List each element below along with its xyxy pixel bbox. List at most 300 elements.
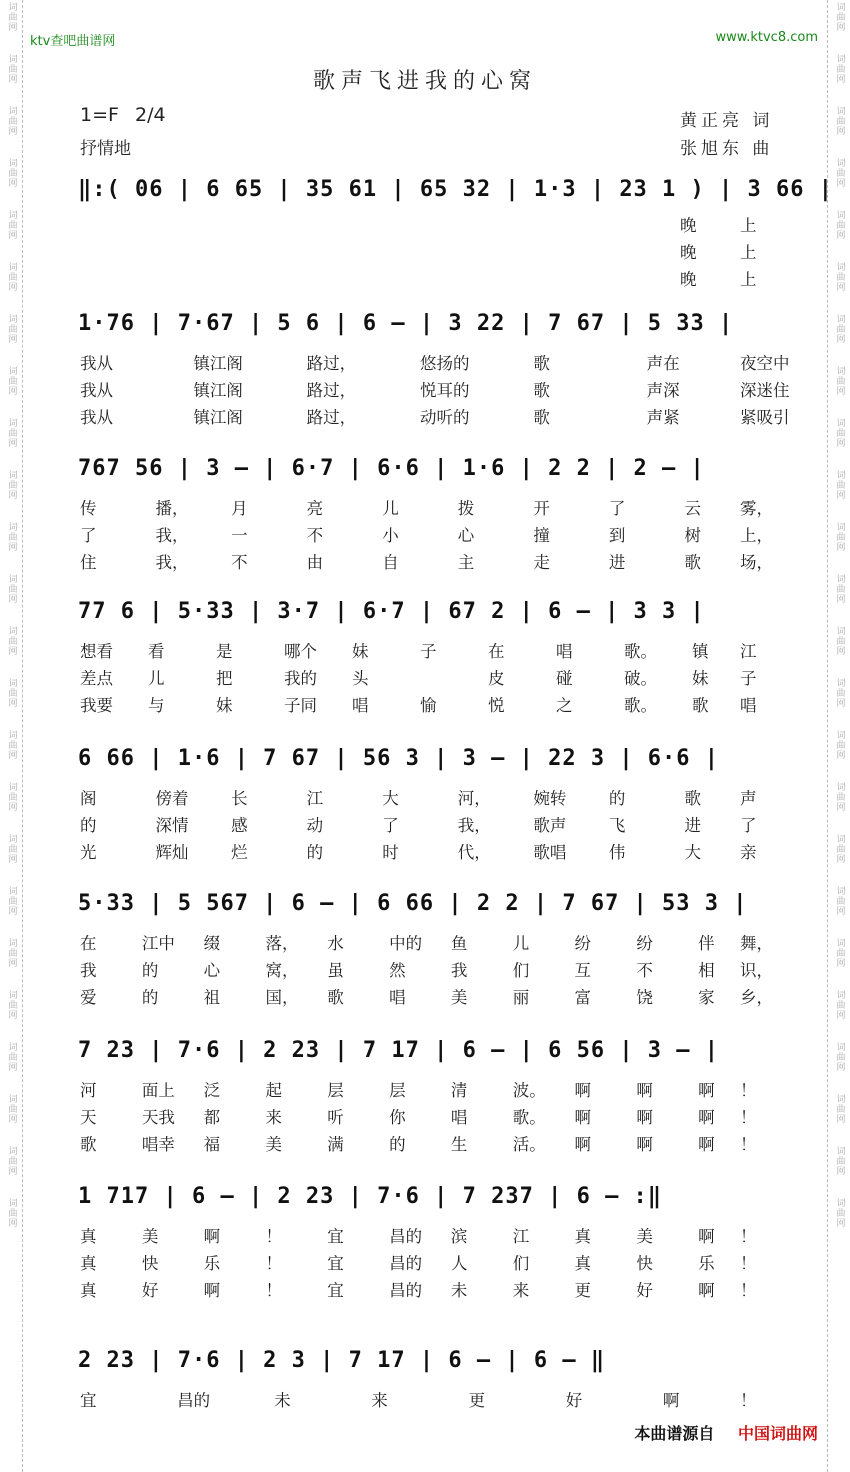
lyric-word: 的 bbox=[389, 1135, 406, 1154]
lyric-verse-1 bbox=[80, 350, 790, 374]
lyric-word: 唱 bbox=[740, 696, 757, 715]
watermark-text: 词曲网 bbox=[6, 886, 17, 916]
lyric-word: 的 bbox=[80, 816, 97, 835]
lyric-word: 动 bbox=[306, 816, 324, 835]
lyric-verse-2 bbox=[80, 239, 780, 263]
lyric-word: 镇 bbox=[692, 642, 709, 661]
lyric-word: 宜 bbox=[327, 1281, 344, 1300]
lyric-word: 相 bbox=[698, 961, 715, 980]
lyric-word: 虽 bbox=[327, 961, 344, 980]
lyric-word: 层 bbox=[327, 1081, 344, 1100]
lyric-word: 都 bbox=[203, 1108, 221, 1127]
watermark-text: 词曲网 bbox=[834, 678, 845, 708]
key: 1=F bbox=[80, 104, 119, 126]
lyric-word: 上 bbox=[740, 216, 757, 235]
lyric-word: 晚 bbox=[680, 216, 697, 235]
lyric-word: 辉灿 bbox=[155, 843, 189, 862]
lyric-word: 儿 bbox=[512, 934, 530, 953]
lyric-word: ！ bbox=[740, 1281, 757, 1300]
lyric-word: 江 bbox=[740, 642, 757, 661]
lyric-word: 镇江阁 bbox=[193, 381, 243, 400]
lyric-word: 光 bbox=[80, 843, 97, 862]
lyric-word: 撞 bbox=[533, 526, 550, 545]
lyric-word: 进 bbox=[684, 816, 701, 835]
lyric-word: 天 bbox=[80, 1108, 97, 1127]
lyric-word: 在 bbox=[488, 642, 505, 661]
lyric-word: 歌 bbox=[80, 1135, 97, 1154]
lyric-word: 唱 bbox=[389, 988, 406, 1007]
lyric-word: 歌 bbox=[692, 696, 709, 715]
lyric-word: 悠扬的 bbox=[420, 354, 470, 373]
lyric-word: 美 bbox=[141, 1227, 159, 1246]
lyric-word: 伴 bbox=[698, 934, 715, 953]
lyric-word: 来 bbox=[371, 1391, 388, 1410]
watermark-text: 词曲网 bbox=[834, 2, 845, 32]
lyric-word: 主 bbox=[457, 553, 475, 572]
lyric-word: ！ bbox=[265, 1227, 282, 1246]
lyric-word: 歌。 bbox=[624, 696, 657, 715]
lyric-word: 波。 bbox=[512, 1081, 546, 1100]
lyric-word: 傍着 bbox=[155, 789, 189, 808]
lyric-word: 好 bbox=[636, 1281, 653, 1300]
lyric-word: 进 bbox=[608, 553, 626, 572]
lyric-word: 一 bbox=[231, 526, 248, 545]
lyric-word: 婉转 bbox=[533, 789, 567, 808]
source-label: 本曲谱源自 bbox=[634, 1424, 715, 1443]
lyric-word: 昌的 bbox=[177, 1391, 211, 1410]
lyric-word: 美 bbox=[450, 988, 468, 1007]
lyric-word: 亲 bbox=[740, 843, 757, 862]
lyric-word: 满 bbox=[327, 1135, 344, 1154]
source-credit bbox=[634, 1421, 818, 1444]
lyric-word: 滨 bbox=[450, 1227, 468, 1246]
lyric-word: 镇江阁 bbox=[193, 354, 243, 373]
lyric-word: 未 bbox=[274, 1391, 291, 1410]
lyric-word: 未 bbox=[450, 1281, 468, 1300]
lyric-word: 啊 bbox=[698, 1108, 715, 1127]
lyric-word: 河， bbox=[457, 789, 491, 808]
lyric-word: 更 bbox=[468, 1391, 486, 1410]
watermark-text: 词曲网 bbox=[834, 782, 845, 812]
lyric-word: 来 bbox=[265, 1108, 282, 1127]
lyric-word: 大 bbox=[382, 789, 399, 808]
lyric-word: 福 bbox=[203, 1135, 221, 1154]
lyric-word: 不 bbox=[306, 526, 324, 545]
lyric-word: 我， bbox=[155, 526, 189, 545]
lyric-word: 宜 bbox=[80, 1391, 97, 1410]
lyric-word: 声紧 bbox=[646, 408, 680, 427]
watermark-text: 词曲网 bbox=[6, 1146, 17, 1176]
lyric-word: ！ bbox=[740, 1254, 757, 1273]
lyric-word: 乡， bbox=[740, 988, 773, 1007]
jianpu-notes: 5·33 | 5 567 | 6 — | 6 66 | 2 2 | 7 67 | 53 3 | bbox=[78, 891, 748, 916]
lyric-word: 亮 bbox=[306, 499, 324, 518]
lyric-word: 歌 bbox=[533, 408, 550, 427]
lyric-word: 歌。 bbox=[512, 1108, 546, 1127]
lyric-word: 歌 bbox=[684, 789, 701, 808]
lyric-word: 紧吸引 bbox=[740, 408, 790, 427]
watermark-text: 词曲网 bbox=[834, 574, 845, 604]
lyric-verse-3 bbox=[80, 549, 780, 573]
watermark-text: 词曲网 bbox=[834, 834, 845, 864]
watermark-text: 词曲网 bbox=[6, 678, 17, 708]
lyric-word: 识， bbox=[740, 961, 773, 980]
lyric-word: 昌的 bbox=[389, 1281, 423, 1300]
lyric-word: 我， bbox=[155, 553, 189, 572]
lyric-word: 镇江阁 bbox=[193, 408, 243, 427]
notation-line bbox=[78, 1183, 784, 1215]
lyric-word: 晚 bbox=[680, 243, 697, 262]
lyric-word: 歌 bbox=[533, 381, 550, 400]
watermark-text: 词曲网 bbox=[834, 106, 845, 136]
watermark-text: 词曲网 bbox=[834, 626, 845, 656]
watermark-text: 词曲网 bbox=[6, 782, 17, 812]
lyric-word: 代， bbox=[457, 843, 491, 862]
lyric-word: 层 bbox=[389, 1081, 406, 1100]
lyric-word: 雾， bbox=[740, 499, 773, 518]
lyric-word: 头 bbox=[352, 669, 369, 688]
lyric-word: 泛 bbox=[203, 1081, 221, 1100]
lyric-word: 悦 bbox=[488, 696, 505, 715]
lyric-verse-1 bbox=[80, 1223, 780, 1247]
watermark-text: 词曲网 bbox=[834, 730, 845, 760]
lyric-word: 真 bbox=[80, 1281, 97, 1300]
lyric-word: 歌 bbox=[327, 988, 344, 1007]
lyric-word: 了 bbox=[382, 816, 399, 835]
lyric-word: 儿 bbox=[148, 669, 165, 688]
lyric-word: 妹 bbox=[216, 696, 233, 715]
lyric-verse-2 bbox=[80, 812, 780, 836]
lyric-word: 啊 bbox=[203, 1227, 221, 1246]
watermark-text: 词曲网 bbox=[6, 418, 17, 448]
lyric-word: 更 bbox=[574, 1281, 592, 1300]
lyric-verse-1 bbox=[80, 212, 780, 236]
lyric-word: 宜 bbox=[327, 1227, 344, 1246]
lyric-word: 不 bbox=[231, 553, 248, 572]
lyric-word: 路过， bbox=[306, 354, 357, 373]
lyric-word: 祖 bbox=[203, 988, 221, 1007]
lyric-word: 飞 bbox=[608, 816, 626, 835]
lyric-word: 家 bbox=[698, 988, 715, 1007]
notation-line bbox=[78, 176, 833, 208]
lyric-word: 声 bbox=[740, 789, 757, 808]
lyric-word: 缀 bbox=[203, 934, 221, 953]
lyric-word: 皮 bbox=[488, 669, 505, 688]
jianpu-notes: 7 23 | 7·6 | 2 23 | 7 17 | 6 — | 6 56 | 3 — | bbox=[78, 1038, 720, 1063]
lyric-word: 了 bbox=[740, 816, 757, 835]
lyric-word: 大 bbox=[684, 843, 701, 862]
lyric-word: 乐 bbox=[203, 1254, 221, 1273]
right-watermark-strip bbox=[827, 0, 850, 1472]
lyric-word: 美 bbox=[636, 1227, 653, 1246]
lyric-word: 歌声 bbox=[533, 816, 567, 835]
lyric-word: 互 bbox=[574, 961, 592, 980]
lyric-word: 差点 bbox=[80, 669, 113, 688]
lyric-word: 时 bbox=[382, 843, 399, 862]
lyric-word: 声深 bbox=[646, 381, 680, 400]
lyric-word: 长 bbox=[231, 789, 248, 808]
lyric-verse-1 bbox=[80, 638, 780, 662]
jianpu-notes: 6 66 | 1·6 | 7 67 | 56 3 | 3 — | 22 3 | 6·6 | bbox=[78, 746, 720, 771]
lyric-word: 到 bbox=[608, 526, 626, 545]
lyric-verse-1 bbox=[80, 930, 780, 954]
notation-line bbox=[78, 1347, 784, 1379]
lyric-word: 生 bbox=[450, 1135, 468, 1154]
lyric-word: 的 bbox=[141, 961, 159, 980]
lyric-word: 活。 bbox=[512, 1135, 546, 1154]
notation-line bbox=[78, 598, 784, 630]
lyric-word: 听 bbox=[327, 1108, 344, 1127]
lyric-word: 儿 bbox=[382, 499, 399, 518]
lyric-word: 啊 bbox=[574, 1135, 592, 1154]
lyric-verse-2 bbox=[80, 1250, 780, 1274]
lyric-verse-1 bbox=[80, 1077, 780, 1101]
lyric-word: 人 bbox=[450, 1254, 468, 1273]
lyric-word: 把 bbox=[216, 669, 233, 688]
watermark-text: 词曲网 bbox=[6, 1198, 17, 1228]
watermark-text: 词曲网 bbox=[6, 314, 17, 344]
lyric-word: 我， bbox=[457, 816, 491, 835]
lyric-word: 我从 bbox=[80, 354, 113, 373]
lyric-word: 之 bbox=[556, 696, 573, 715]
lyric-word: 丽 bbox=[512, 988, 530, 1007]
lyric-word: 你 bbox=[389, 1108, 406, 1127]
lyric-word: 昌的 bbox=[389, 1254, 423, 1273]
lyric-word: 夜空中 bbox=[740, 354, 790, 373]
lyric-word: 上 bbox=[740, 270, 757, 289]
lyric-word: 哪个 bbox=[284, 642, 317, 661]
tempo-mood: 抒情地 bbox=[80, 139, 131, 159]
watermark-text: 词曲网 bbox=[834, 314, 845, 344]
lyric-word: 由 bbox=[306, 553, 324, 572]
lyric-word: 水 bbox=[327, 934, 344, 953]
notation-line bbox=[78, 455, 784, 487]
lyric-word: 河 bbox=[80, 1081, 97, 1100]
lyric-word: 上 bbox=[740, 243, 757, 262]
lyric-word: 天我 bbox=[141, 1108, 175, 1127]
lyric-word: 了 bbox=[80, 526, 97, 545]
lyric-word: 上， bbox=[740, 526, 773, 545]
lyric-word: 了 bbox=[608, 499, 626, 518]
lyric-word: 啊 bbox=[698, 1135, 715, 1154]
lyric-word: 起 bbox=[265, 1081, 282, 1100]
song-title: 歌声飞进我的心窝 bbox=[312, 69, 537, 94]
lyric-word: 感 bbox=[231, 816, 248, 835]
lyric-word: 云 bbox=[684, 499, 701, 518]
lyric-verse-2 bbox=[80, 1104, 780, 1128]
watermark-text: 词曲网 bbox=[834, 210, 845, 240]
lyric-word: 晚 bbox=[680, 270, 697, 289]
watermark-text: 词曲网 bbox=[6, 54, 17, 84]
watermark-text: 词曲网 bbox=[6, 990, 17, 1020]
lyricist: 黄正亮 词 bbox=[680, 111, 774, 131]
lyric-word: 是 bbox=[216, 642, 233, 661]
lyric-verse-3 bbox=[80, 984, 780, 1008]
lyric-word: 宜 bbox=[327, 1254, 344, 1273]
lyric-word: 的 bbox=[306, 843, 324, 862]
watermark-text: 词曲网 bbox=[834, 418, 845, 448]
lyric-word: 阁 bbox=[80, 789, 97, 808]
lyric-word: 深迷住 bbox=[740, 381, 790, 400]
watermark-text: 词曲网 bbox=[834, 990, 845, 1020]
watermark-text: 词曲网 bbox=[834, 1094, 845, 1124]
lyric-word: 真 bbox=[574, 1227, 592, 1246]
lyric-word: 子 bbox=[420, 642, 437, 661]
lyric-word: 拨 bbox=[457, 499, 475, 518]
lyric-word: 唱 bbox=[450, 1108, 468, 1127]
key-signature bbox=[80, 104, 166, 126]
lyric-word: 我 bbox=[450, 961, 468, 980]
watermark-text: 词曲网 bbox=[6, 1042, 17, 1072]
lyric-word: 纷 bbox=[636, 934, 653, 953]
watermark-text: 词曲网 bbox=[834, 522, 845, 552]
lyric-word: 悦耳的 bbox=[420, 381, 470, 400]
lyric-word: 我 bbox=[80, 961, 97, 980]
lyric-word: 破。 bbox=[624, 669, 657, 688]
lyric-word: 真 bbox=[80, 1227, 97, 1246]
lyric-word: 窝， bbox=[265, 961, 299, 980]
lyric-word: 来 bbox=[512, 1281, 530, 1300]
lyric-verse-3 bbox=[80, 266, 780, 290]
jianpu-notes: 1 717 | 6 — | 2 23 | 7·6 | 7 237 | 6 — :‖ bbox=[78, 1184, 663, 1209]
lyric-word: 子同 bbox=[284, 696, 317, 715]
lyric-word: 舞， bbox=[740, 934, 773, 953]
lyric-word: 江 bbox=[512, 1227, 530, 1246]
watermark-text: 词曲网 bbox=[6, 158, 17, 188]
jianpu-notes: 767 56 | 3 — | 6·7 | 6·6 | 1·6 | 2 2 | 2 — | bbox=[78, 456, 705, 481]
lyric-word: 的 bbox=[141, 988, 159, 1007]
watermark-text: 词曲网 bbox=[6, 2, 17, 32]
lyric-word: 啊 bbox=[574, 1081, 592, 1100]
lyric-word: 国， bbox=[265, 988, 299, 1007]
lyric-verse-3 bbox=[80, 1277, 780, 1301]
watermark-text: 词曲网 bbox=[834, 938, 845, 968]
lyric-word: 清 bbox=[450, 1081, 468, 1100]
lyric-word: 面上 bbox=[141, 1081, 175, 1100]
lyric-word: 啊 bbox=[203, 1281, 221, 1300]
lyric-word: 不 bbox=[636, 961, 653, 980]
lyric-word: 饶 bbox=[636, 988, 653, 1007]
jianpu-notes: 2 23 | 7·6 | 2 3 | 7 17 | 6 — | 6 — ‖ bbox=[78, 1348, 606, 1373]
lyric-word: 啊 bbox=[636, 1081, 653, 1100]
lyric-word: 路过， bbox=[306, 381, 357, 400]
lyric-word: 子 bbox=[740, 669, 757, 688]
lyric-word: 传 bbox=[80, 499, 97, 518]
lyric-word: 爱 bbox=[80, 988, 97, 1007]
lyric-verse-1 bbox=[80, 1387, 780, 1411]
lyric-word: 鱼 bbox=[450, 934, 468, 953]
lyric-word: 开 bbox=[533, 499, 550, 518]
lyric-word: 啊 bbox=[698, 1281, 715, 1300]
lyric-word: 碰 bbox=[556, 669, 573, 688]
notation-line bbox=[78, 310, 784, 342]
watermark-text: 词曲网 bbox=[6, 106, 17, 136]
watermark-text: 词曲网 bbox=[834, 366, 845, 396]
lyric-word: 啊 bbox=[698, 1227, 715, 1246]
jianpu-notes: ‖:( 06 | 6 65 | 35 61 | 65 32 | 1·3 | 23 1 ) | 3 66 | bbox=[78, 177, 833, 202]
lyric-word: 唱幸 bbox=[141, 1135, 175, 1154]
lyric-word: 烂 bbox=[231, 843, 248, 862]
lyric-word: 场， bbox=[740, 553, 773, 572]
watermark-text: 词曲网 bbox=[6, 834, 17, 864]
lyric-word: 住 bbox=[80, 553, 97, 572]
jianpu-notes: 1·76 | 7·67 | 5 6 | 6 — | 3 22 | 7 67 | 5 33 | bbox=[78, 311, 734, 336]
lyric-word: 好 bbox=[565, 1391, 583, 1410]
composer: 张旭东 曲 bbox=[680, 139, 774, 159]
lyric-word: 落， bbox=[265, 934, 299, 953]
watermark-text: 词曲网 bbox=[834, 262, 845, 292]
lyric-word: 我从 bbox=[80, 408, 113, 427]
watermark-text: 词曲网 bbox=[6, 470, 17, 500]
source-site[interactable]: 中国词曲网 bbox=[737, 1424, 818, 1443]
lyric-word: 啊 bbox=[698, 1081, 715, 1100]
watermark-text: 词曲网 bbox=[6, 262, 17, 292]
lyric-word: ！ bbox=[740, 1135, 757, 1154]
lyric-word: 伟 bbox=[608, 843, 626, 862]
watermark-text: 词曲网 bbox=[6, 730, 17, 760]
watermark-text: 词曲网 bbox=[834, 54, 845, 84]
watermark-text: 词曲网 bbox=[6, 1094, 17, 1124]
lyric-word: ！ bbox=[740, 1391, 757, 1410]
lyric-word: 声在 bbox=[646, 354, 680, 373]
lyric-word: 们 bbox=[512, 1254, 530, 1273]
site-name-left[interactable]: ktv查吧曲谱网 bbox=[30, 34, 116, 49]
lyric-word: 江 bbox=[306, 789, 324, 808]
lyric-verse-3 bbox=[80, 404, 790, 428]
watermark-text: 词曲网 bbox=[834, 1042, 845, 1072]
lyric-word: 树 bbox=[684, 526, 701, 545]
lyric-verse-2 bbox=[80, 665, 780, 689]
lyric-word: 心 bbox=[457, 526, 475, 545]
jianpu-notes: 77 6 | 5·33 | 3·7 | 6·7 | 67 2 | 6 — | 3 3 | bbox=[78, 599, 705, 624]
watermark-text: 词曲网 bbox=[834, 1198, 845, 1228]
watermark-text: 词曲网 bbox=[6, 210, 17, 240]
lyric-word: 想看 bbox=[80, 642, 113, 661]
lyric-word: 唱 bbox=[556, 642, 573, 661]
lyric-word: ！ bbox=[740, 1108, 757, 1127]
site-url-right[interactable]: www.ktvc8.com bbox=[715, 30, 818, 45]
lyric-word: ！ bbox=[265, 1254, 282, 1273]
lyric-verse-2 bbox=[80, 377, 790, 401]
lyric-word: 富 bbox=[574, 988, 592, 1007]
lyric-word: 江中 bbox=[141, 934, 175, 953]
lyric-word: 月 bbox=[231, 499, 248, 518]
lyric-verse-2 bbox=[80, 957, 780, 981]
lyric-word: 然 bbox=[389, 961, 406, 980]
lyric-word: 路过， bbox=[306, 408, 357, 427]
watermark-text: 词曲网 bbox=[834, 158, 845, 188]
lyric-word: 昌的 bbox=[389, 1227, 423, 1246]
time-signature: 2/4 bbox=[134, 104, 166, 126]
lyric-word: 们 bbox=[512, 961, 530, 980]
lyric-word: 走 bbox=[533, 553, 550, 572]
left-watermark-strip bbox=[0, 0, 23, 1472]
lyric-word: 歌。 bbox=[624, 642, 657, 661]
lyric-word: 中的 bbox=[389, 934, 423, 953]
lyric-word: 纷 bbox=[574, 934, 592, 953]
lyric-word: 妹 bbox=[352, 642, 369, 661]
lyric-word: 的 bbox=[608, 789, 626, 808]
watermark-text: 词曲网 bbox=[834, 1146, 845, 1176]
lyric-verse-3 bbox=[80, 839, 780, 863]
watermark-text: 词曲网 bbox=[6, 938, 17, 968]
lyric-word: 我的 bbox=[284, 669, 317, 688]
lyric-word: 愉 bbox=[420, 696, 437, 715]
lyric-word: 美 bbox=[265, 1135, 282, 1154]
watermark-text: 词曲网 bbox=[6, 626, 17, 656]
notation-line bbox=[78, 890, 784, 922]
lyric-word: 我从 bbox=[80, 381, 113, 400]
